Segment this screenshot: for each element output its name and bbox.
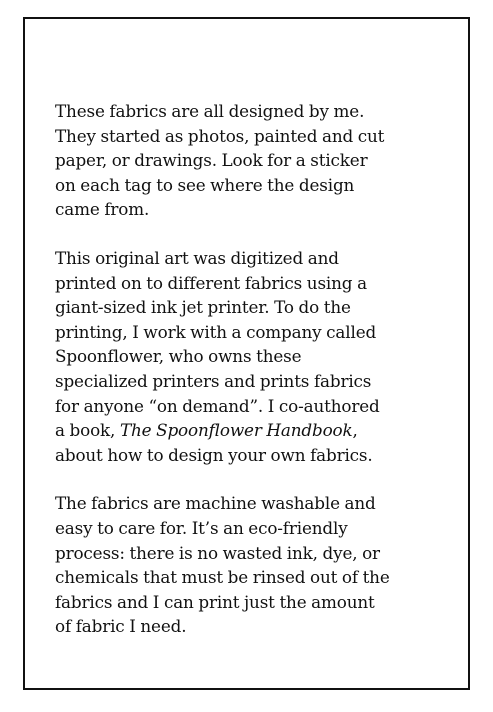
text-line: specialized printers and prints fabrics xyxy=(55,370,372,391)
text-line: chemicals that must be rinsed out of the xyxy=(55,567,390,588)
text-line: This original art was digitized and xyxy=(55,247,339,268)
text-line: The fabrics are machine washable and xyxy=(55,493,376,514)
text-line: for anyone “on demand”. I co-authored xyxy=(55,395,380,416)
book-line-before: a book, xyxy=(55,420,120,441)
text-line: on each tag to see where the design xyxy=(55,174,355,195)
book-line xyxy=(55,418,455,443)
text-line: Spoonflower, who owns these xyxy=(55,346,302,367)
text-line: They started as photos, painted and cut xyxy=(55,125,385,146)
paragraph-origin xyxy=(55,99,455,222)
info-card xyxy=(23,17,470,690)
card-text xyxy=(55,99,455,663)
paragraph-printing xyxy=(55,246,455,467)
text-line: came from. xyxy=(55,199,150,220)
text-line: giant-sized ink jet printer. To do the xyxy=(55,297,351,318)
paragraph-care xyxy=(55,491,455,639)
text-line: fabrics and I can print just the amount xyxy=(55,591,375,612)
text-line: process: there is no wasted ink, dye, or xyxy=(55,542,380,563)
text-line: printed on to different fabrics using a xyxy=(55,272,367,293)
book-title: The Spoonflower Handbook xyxy=(119,420,353,441)
text-line: These fabrics are all designed by me. xyxy=(55,101,365,121)
text-line: of fabric I need. xyxy=(55,616,187,637)
book-line-after: , xyxy=(352,420,358,441)
text-line: printing, I work with a company called xyxy=(55,321,377,342)
text-line: easy to care for. It’s an eco-friendly xyxy=(55,517,348,538)
text-line: about how to design your own fabrics. xyxy=(55,444,373,465)
text-line: paper, or drawings. Look for a sticker xyxy=(55,150,368,171)
